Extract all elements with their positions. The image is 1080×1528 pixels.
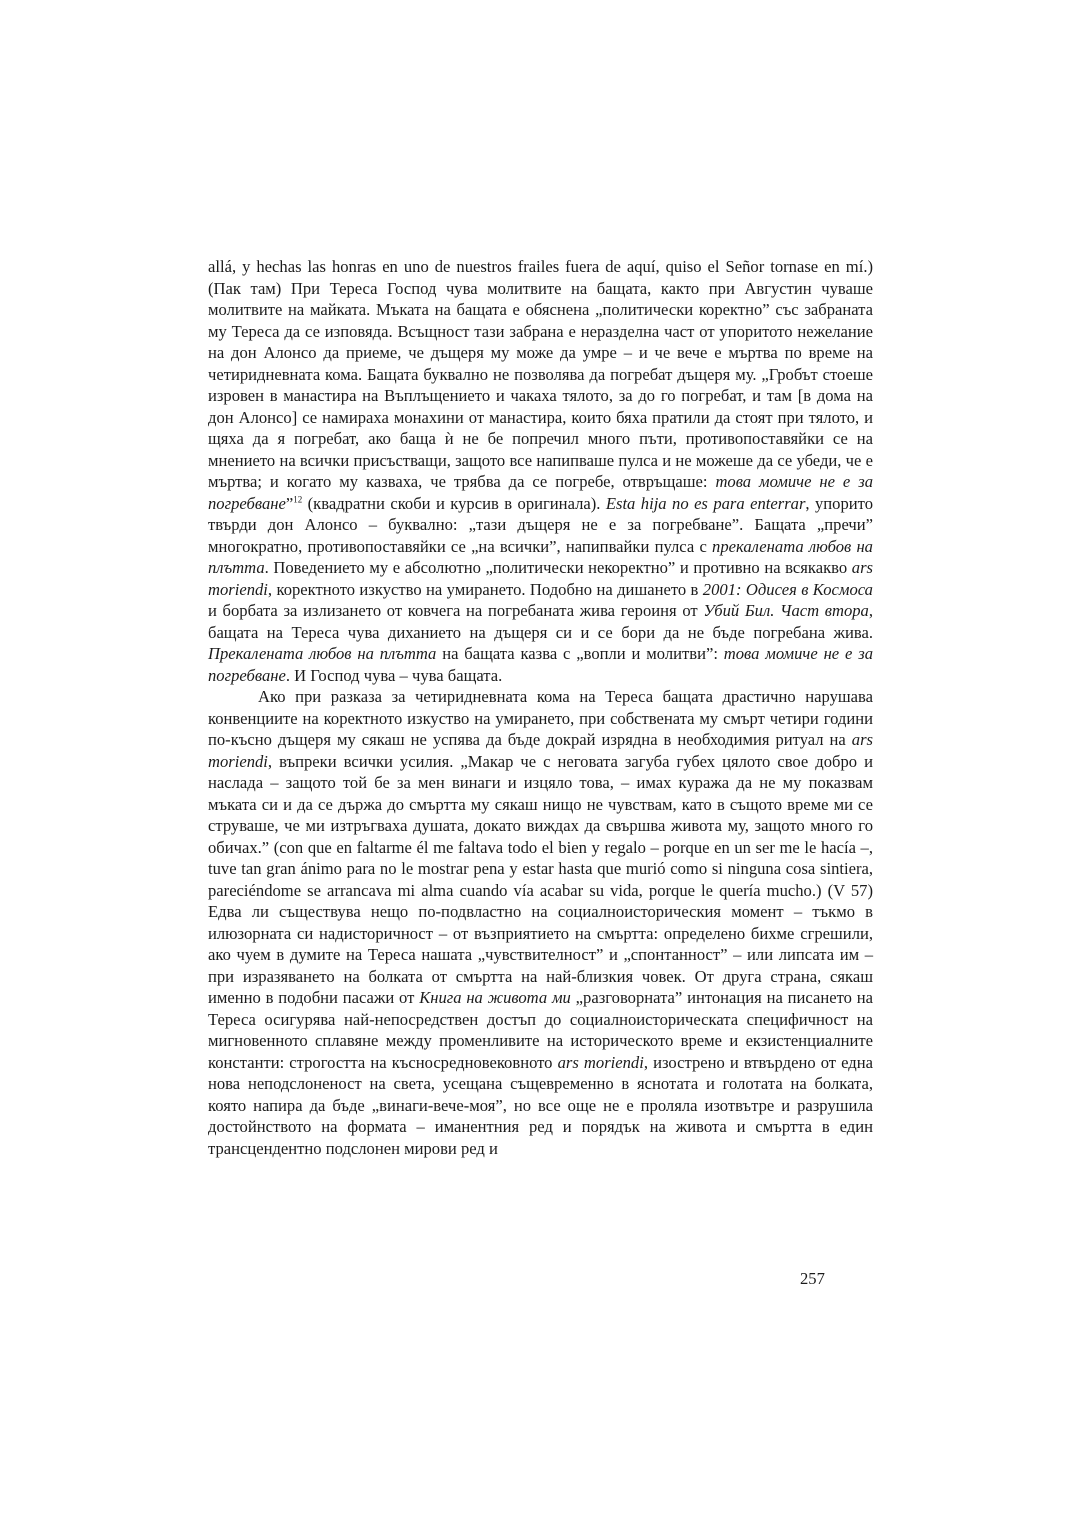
italic-phrase: това момиче не е за погребване bbox=[208, 472, 873, 513]
text-run: на бащата казва с „вопли и молитви”: bbox=[436, 644, 724, 663]
body-text bbox=[208, 256, 873, 1159]
italic-phrase: ars moriendi bbox=[208, 558, 873, 599]
text-run: , упорито твърди дон Алонсо – буквално: „тази дъщеря не е за погребване”. Бащата „пречи” многократно, противопоставяйки се „на всички”, напипвайки пулса с bbox=[208, 493, 873, 556]
italic-phrase: прекалената любов на плътта bbox=[208, 536, 873, 577]
text-run: , въпреки всички усилия. „Макар че с неговата загуба губех цялото свое добро и наслада – защото той бе за мен винаги и изцяло това, – имах куража да не му показвам мъката си и да се държа до смъртта му сякаш нищо не чувствам, като в същото време ми се струваше, че ми изтръгваха душата, докато виждах да свършва живота му, защото много го обичах.” (con que en faltarme él me faltava todo el bien y regalo – porque en un ser me le hacía –, tuve tan gran ánimo para no le mostrar pena y estar hasta que murió como si ninguna cosa sintiera, pareciéndome se arrancava mi alma cuando vía acabar su vida, porque le quería mucho.) (V 57) Едва ли съществува нещо по-подвластно на социалноисторическия момент – тъкмо в илюзорната си надисторичност – от възприятието на смъртта: определено бихме сгрешили, ако чуем в думите на Тереса нашата „чувствителност” и „спонтанност” – или липсата им – при изразяването на болката от смъртта на най-близкия човек. От друга страна, сякаш именно в подобни пасажи от bbox=[208, 751, 873, 1007]
text-run: , бащата на Тереса чува диханието на дъщеря си и се бори да не бъде погребана жива. bbox=[208, 601, 873, 642]
text-run: Ако при разказа за четиридневната кома на Тереса бащата драстично нарушава конвенциите на коректното изкуство на умирането, при собствената му смърт четири години по-късно дъщеря му сякаш не успява да бъде докрай изрядна в необходимия ритуал на bbox=[208, 687, 873, 749]
paragraph bbox=[208, 686, 873, 1159]
italic-phrase: ars moriendi bbox=[208, 730, 873, 771]
paragraph bbox=[208, 256, 873, 686]
italic-phrase: 2001: Одисея в Космоса bbox=[702, 579, 873, 599]
text-run: ” bbox=[285, 493, 294, 513]
italic-phrase: Книга на живота ми bbox=[419, 988, 571, 1007]
italic-phrase: това момиче не е за погребване bbox=[208, 644, 873, 685]
text-run: allá, y hechas las honras en uno de nuestros frailes fuera de aquí, quiso el Señor tornase en mí.) (Пак там) При Тереса Господ чува молитвите на бащата, както при Августин чуваше молитвите на майката. Мъката на бащата е обяснена „политически коректно” със забраната му Тереса да се изповяда. Всъщност тази забрана е неразделна част от упоритото нежелание на дон Алонсо да приеме, че дъщеря му може да умре – и че вече е мъртва по време на четиридневната кома. Бащата буквално не позволява да погребат дъщеря му. „Гробът стоеше изровен в манастира на Въплъщението и чакаха тялото, за до го погребат, и там [в дома на дон Алонсо] се намираха монахини от манастира, които бяха пратили да стоят при тялото, и щяха да я погребат, ако баща ѝ не бе попречил много пъти, противопоставяйки се на мнението на всички присъстващи, защото все напипваше пулса и не можеше да се убеди, че е мъртва; и когато му казваха, че трябва да се погребе, отвръщаше: bbox=[208, 257, 873, 491]
footnote-ref: 12 bbox=[293, 493, 303, 504]
italic-phrase: Прекалената любов на плътта bbox=[208, 644, 437, 663]
text-run: и борбата за излизането от ковчега на погребаната жива героиня от bbox=[208, 601, 704, 620]
italic-phrase: Esta hija no es para enterrar bbox=[605, 493, 806, 513]
text-run: . И Господ чува – чува бащата. bbox=[285, 665, 503, 685]
italic-phrase: Убий Бил. Част втора bbox=[703, 601, 869, 620]
text-run: (квадратни скоби и курсив в оригинала). bbox=[302, 493, 606, 513]
text-run: , изострено и втвърдено от една нова неподслоненост на света, усещана същевременно в яснотата и голотата на болката, която напира да бъде „винаги-вече-моя”, но все още не е проляла изотвътре и разрушила достойнството на формата – иманентния ред и порядък на живота и смъртта в един трансцендентно подслонен мирови ред и bbox=[208, 1052, 873, 1158]
page-number: 257 bbox=[800, 1269, 825, 1288]
text-run: . Поведението му е абсолютно „политически некоректно” и противно на всякакво bbox=[264, 558, 852, 577]
italic-phrase: ars moriendi bbox=[557, 1052, 644, 1072]
text-run: , коректното изкуство на умирането. Подобно на дишането в bbox=[267, 579, 703, 599]
text-run: „разговорната” интонация на писането на Тереса осигурява най-непосредствен достъп до социалноисторическата специфичност на мигновенното сплавяне между променливите на историческото време и екзистенциалните константи: строгостта на късносредновековното bbox=[208, 988, 873, 1072]
